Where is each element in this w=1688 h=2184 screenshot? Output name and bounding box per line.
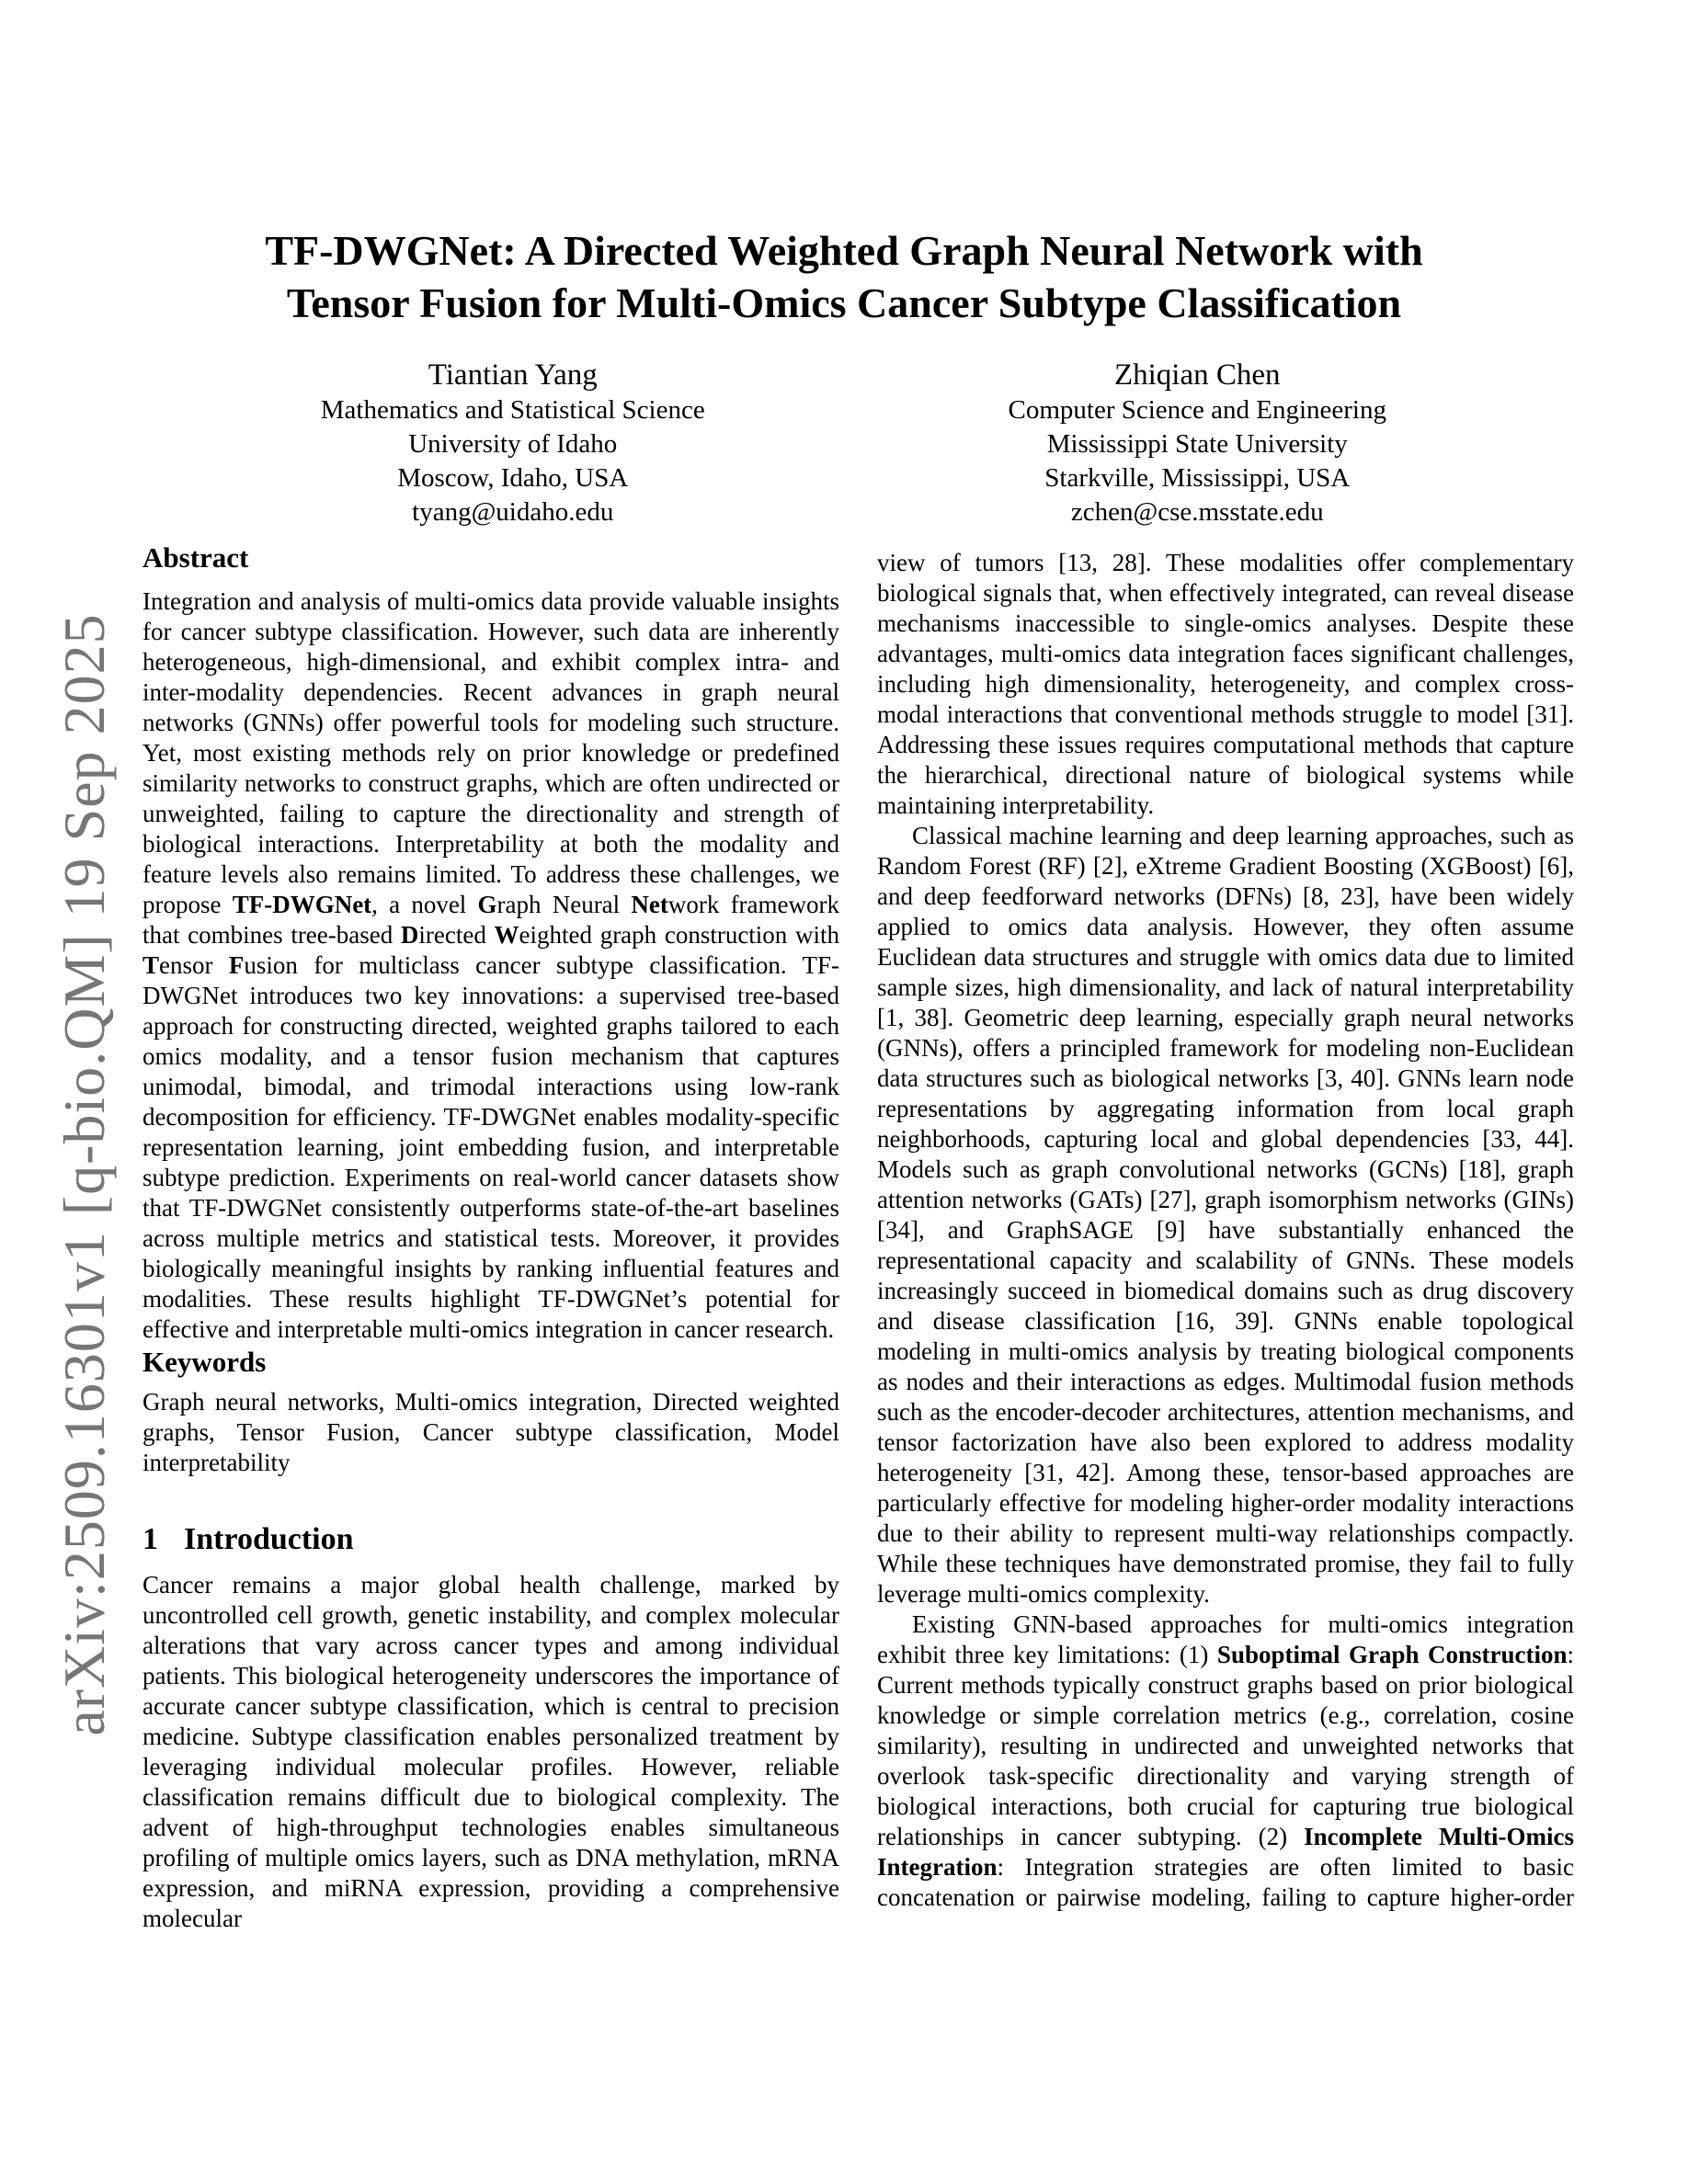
author-block-2 — [840, 357, 1556, 529]
intro-paragraph-2: Classical machine learning and deep learning approaches, such as Random Forest (RF) [2], eXtreme Gradient Boosting (XGBoost) [6], and deep feedforward networks (DFNs) [8, 23], have been widely applied to omics data analysis. However, they often assume Euclidean data structures and struggle with omics data due to limited sample sizes, high dimensionality, and lack of natural interpretability [1, 38]. Geometric deep learning, especially graph neural networks (GNNs), offers a principled framework for modeling non-Euclidean data structures such as biological networks [3, 40]. GNNs learn node representations by aggregating information from local graph neighborhoods, capturing local and global dependencies [33, 44]. Models such as graph convolutional networks (GCNs) [18], graph attention networks (GATs) [27], graph isomorphism networks (GINs) [34], and GraphSAGE [9] have substantially enhanced the representational capacity and scalability of GNNs. These models increasingly succeed in biomedical domains such as drug discovery and disease classification [16, 39]. GNNs enable topological modeling in multi-omics analysis by treating biological components as nodes and their interactions as edges. Multimodal fusion methods such as the encoder-decoder architectures, attention mechanisms, and tensor factorization have also been explored to address modality heterogeneity [31, 42]. Among these, tensor-based approaches are particularly effective for modeling higher-order modality interactions due to their ability to represent multi-way relationships compactly. While these techniques have demonstrated promise, they fail to fully leverage multi-omics complexity. — [877, 822, 1574, 1608]
author-department: Computer Science and Engineering — [1008, 395, 1386, 425]
left-column — [143, 540, 839, 1934]
authors-row — [143, 357, 1572, 529]
abstract-heading: Abstract — [143, 541, 249, 574]
arxiv-watermark: arXiv:2509.16301v1 [q-bio.QM] 19 Sep 2025 — [51, 613, 117, 1736]
keywords-heading: Keywords — [143, 1346, 267, 1378]
author-block-1 — [155, 357, 871, 529]
paper-title — [0, 224, 1688, 329]
author-name: Zhiqian Chen — [1113, 358, 1281, 392]
section-heading-introduction — [143, 1520, 839, 1559]
paper-title-line-1: TF-DWGNet: A Directed Weighted Graph Neural Network with — [265, 227, 1423, 274]
right-column — [877, 548, 1574, 1913]
section-title: Introduction — [184, 1522, 354, 1556]
author-university: Mississippi State University — [1046, 429, 1348, 459]
author-location: Starkville, Mississippi, USA — [1044, 463, 1351, 493]
author-department: Mathematics and Statistical Science — [320, 395, 705, 425]
paper-title-line-2: Tensor Fusion for Multi-Omics Cancer Subtype Classification — [286, 279, 1402, 326]
intro-paragraph-3: Existing GNN-based approaches for multi-omics integration exhibit three key limitations: (1) Suboptimal Graph Construction: Current methods typically construct graphs based on prior biological knowledge or simple correlation metrics (e.g., correlation, cosine similarity), resulting in undirected and unweighted networks that overlook task-specific directionality and varying strength of biological interactions, both crucial for capturing true biological relationships in cancer subtyping. (2) Incomplete Multi-Omics Integration: Integration strategies are often limited to basic concatenation or pairwise modeling, failing to capture higher-order — [877, 1610, 1575, 1911]
author-name: Tiantian Yang — [428, 358, 598, 392]
keywords-text: Graph neural networks, Multi-omics integration, Directed weighted graphs, Tensor Fusion, Cancer subtype classification, Model interpretability — [143, 1388, 839, 1476]
intro-paragraph-1-right: view of tumors [13, 28]. These modalities offer complementary biological signals that, when effectively integrated, can reveal disease mechanisms inaccessible to single-omics analyses. Despite these advantages, multi-omics data integration faces significant challenges, including high dimensionality, heterogeneity, and complex cross-modal interactions that conventional methods struggle to model [31]. Addressing these issues requires computational methods that capture the hierarchical, directional nature of biological systems while maintaining interpretability. — [877, 549, 1574, 819]
section-number: 1 — [143, 1522, 158, 1556]
author-university: University of Idaho — [408, 429, 618, 459]
intro-paragraph-1-left: Cancer remains a major global health challenge, marked by uncontrolled cell growth, genetic instability, and complex molecular alterations that vary across cancer types and among individual patients. This biological heterogeneity underscores the importance of accurate cancer subtype classification, which is central to precision medicine. Subtype classification enables personalized treatment by leveraging individual molecular profiles. However, reliable classification remains difficult due to biological complexity. The advent of high-throughput technologies enables simultaneous profiling of multiple omics layers, such as DNA methylation, mRNA expression, and miRNA expression, providing a comprehensive molecular — [143, 1571, 839, 1932]
author-email: zchen@cse.msstate.edu — [1070, 497, 1324, 527]
author-email: tyang@uidaho.edu — [412, 497, 614, 527]
author-location: Moscow, Idaho, USA — [397, 463, 629, 493]
abstract-text: Integration and analysis of multi-omics data provide valuable insights for cancer subtype classification. However, such data are inherently heterogeneous, high-dimensional, and exhibit complex intra- and inter-modality dependencies. Recent advances in graph neural networks (GNNs) offer powerful tools for modeling such structure. Yet, most existing methods rely on prior knowledge or predefined similarity networks to construct graphs, which are often undirected or unweighted, failing to capture the directionality and strength of biological interactions. Interpretability at both the modality and feature levels also remains limited. To address these challenges, we propose TF-DWGNet, a novel Graph Neural Network framework that combines tree-based Directed Weighted graph construction with Tensor Fusion for multiclass cancer subtype classification. TF-DWGNet introduces two key innovations: a supervised tree-based approach for constructing directed, weighted graphs tailored to each omics modality, and a tensor fusion mechanism that captures unimodal, bimodal, and trimodal interactions using low-rank decomposition for efficiency. TF-DWGNet enables modality-specific representation learning, joint embedding fusion, and interpretable subtype prediction. Experiments on real-world cancer datasets show that TF-DWGNet consistently outperforms state-of-the-art baselines across multiple metrics and statistical tests. Moreover, it provides biologically meaningful insights by ranking influential features and modalities. These results highlight TF-DWGNet’s potential for effective and interpretable multi-omics integration in cancer research. — [143, 587, 840, 1343]
